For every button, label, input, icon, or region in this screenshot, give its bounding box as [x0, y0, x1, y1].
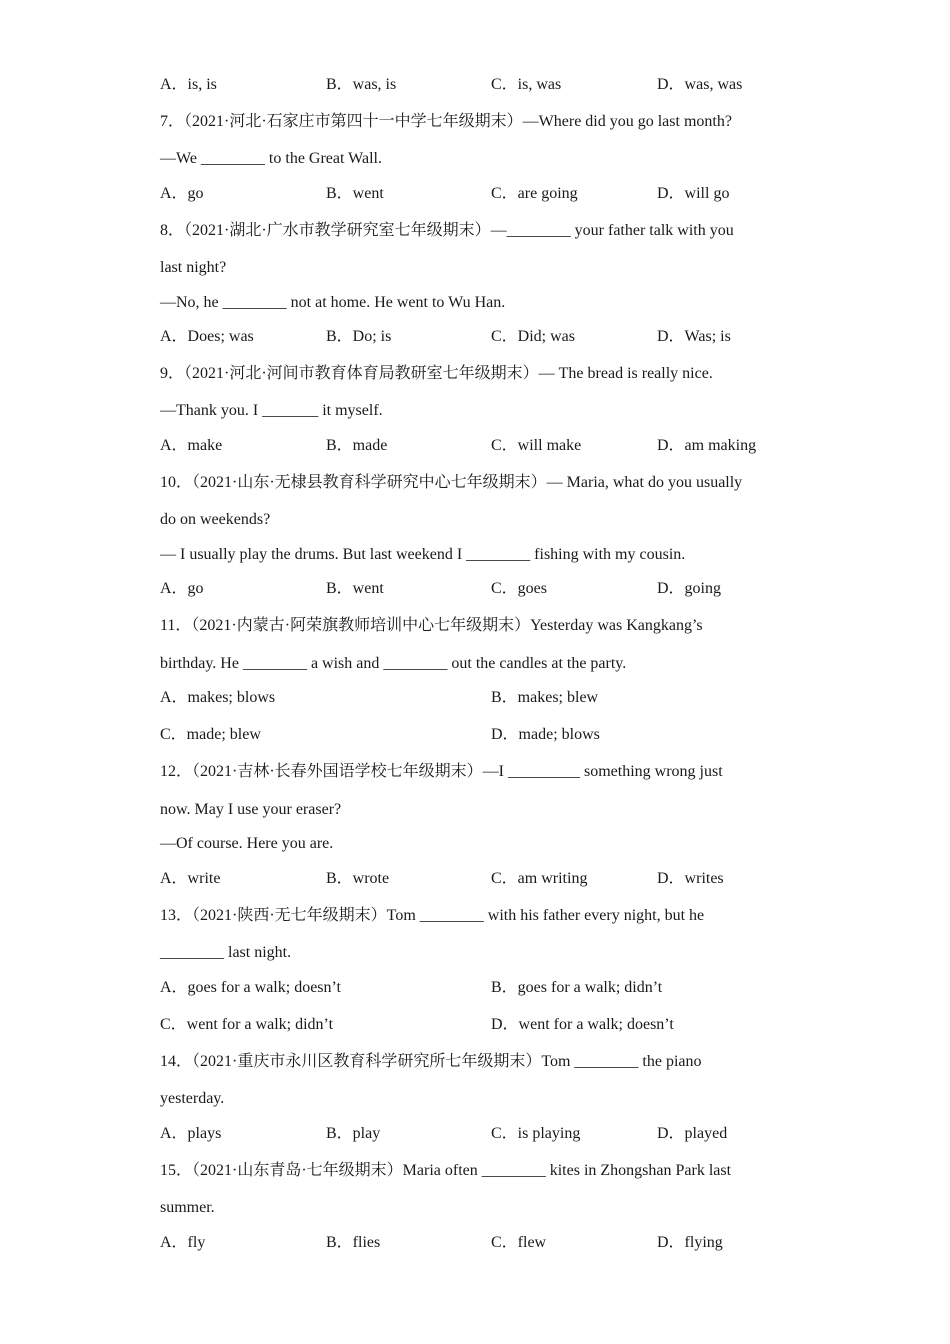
- answer-option: B．went: [326, 185, 384, 202]
- answer-option: C．made; blew: [160, 726, 261, 743]
- answer-option: D．am making: [657, 437, 757, 454]
- question-line: 11．（2021·内蒙古·阿荣旗教师培训中心七年级期末）Yesterday was Kangkang’s: [160, 617, 703, 634]
- answer-option: A．go: [160, 185, 204, 202]
- answer-option: D．writes: [657, 870, 724, 887]
- answer-option: C．are going: [491, 185, 578, 202]
- answer-option: B．was, is: [326, 76, 397, 93]
- question-line: now. May I use your eraser?: [160, 801, 342, 818]
- answer-option: B．went: [326, 580, 384, 597]
- question-line: — I usually play the drums. But last weekend I ________ fishing with my cousin.: [160, 546, 686, 563]
- question-line: ________ last night.: [160, 944, 292, 961]
- question-line: —We ________ to the Great Wall.: [160, 150, 382, 167]
- answer-option: B．goes for a walk; didn’t: [491, 979, 663, 996]
- question-line: 15．（2021·山东青岛·七年级期末）Maria often ________ kites in Zhongshan Park last: [160, 1162, 732, 1179]
- answer-option: D．will go: [657, 185, 730, 202]
- answer-option: A．Does; was: [160, 328, 254, 345]
- answer-option: B．wrote: [326, 870, 390, 887]
- question-line: yesterday.: [160, 1090, 225, 1107]
- answer-option: D．going: [657, 580, 722, 597]
- answer-option: D．Was; is: [657, 328, 731, 345]
- answer-option: C．goes: [491, 580, 548, 597]
- answer-option: C．will make: [491, 437, 582, 454]
- question-line: birthday. He ________ a wish and ________ out the candles at the party.: [160, 655, 627, 672]
- question-line: —No, he ________ not at home. He went to Wu Han.: [160, 294, 506, 311]
- answer-option: A．makes; blows: [160, 689, 276, 706]
- answer-option: A．make: [160, 437, 223, 454]
- answer-option: B．play: [326, 1125, 381, 1142]
- answer-option: C．went for a walk; didn’t: [160, 1016, 334, 1033]
- answer-option: A．goes for a walk; doesn’t: [160, 979, 342, 996]
- answer-option: D．went for a walk; doesn’t: [491, 1016, 674, 1033]
- question-line: last night?: [160, 259, 227, 276]
- answer-option: C．is playing: [491, 1125, 581, 1142]
- answer-option: D．played: [657, 1125, 728, 1142]
- answer-option: C．am writing: [491, 870, 588, 887]
- question-line: 14．（2021·重庆市永川区教育科学研究所七年级期末）Tom ________ the piano: [160, 1053, 702, 1070]
- answer-option: C．Did; was: [491, 328, 576, 345]
- question-line: —Of course. Here you are.: [160, 835, 334, 852]
- answer-option: B．Do; is: [326, 328, 392, 345]
- answer-option: A．write: [160, 870, 221, 887]
- answer-option: B．flies: [326, 1234, 381, 1251]
- answer-option: D．was, was: [657, 76, 743, 93]
- answer-option: D．flying: [657, 1234, 723, 1251]
- answer-option: A．plays: [160, 1125, 222, 1142]
- question-line: 13．（2021·陕西·无七年级期末）Tom ________ with his father every night, but he: [160, 907, 705, 924]
- question-line: do on weekends?: [160, 511, 271, 528]
- question-line: 8．（2021·湖北·广水市教学研究室七年级期末）—________ your father talk with you: [160, 222, 734, 239]
- answer-option: A．fly: [160, 1234, 206, 1251]
- question-line: 10．（2021·山东·无棣县教育科学研究中心七年级期末）— Maria, what do you usually: [160, 474, 743, 491]
- answer-option: B．made: [326, 437, 388, 454]
- answer-option: B．makes; blew: [491, 689, 599, 706]
- answer-option: A．go: [160, 580, 204, 597]
- question-line: 9．（2021·河北·河间市教育体育局教研室七年级期末）— The bread is really nice.: [160, 365, 713, 382]
- question-line: 7．（2021·河北·石家庄市第四十一中学七年级期末）—Where did you go last month?: [160, 113, 732, 130]
- question-line: 12．（2021·吉林·长春外国语学校七年级期末）—I _________ something wrong just: [160, 763, 723, 780]
- question-line: —Thank you. I _______ it myself.: [160, 402, 383, 419]
- question-line: summer.: [160, 1199, 215, 1216]
- answer-option: C．is, was: [491, 76, 562, 93]
- answer-option: D．made; blows: [491, 726, 600, 743]
- answer-option: C．flew: [491, 1234, 547, 1251]
- answer-option: A．is, is: [160, 76, 217, 93]
